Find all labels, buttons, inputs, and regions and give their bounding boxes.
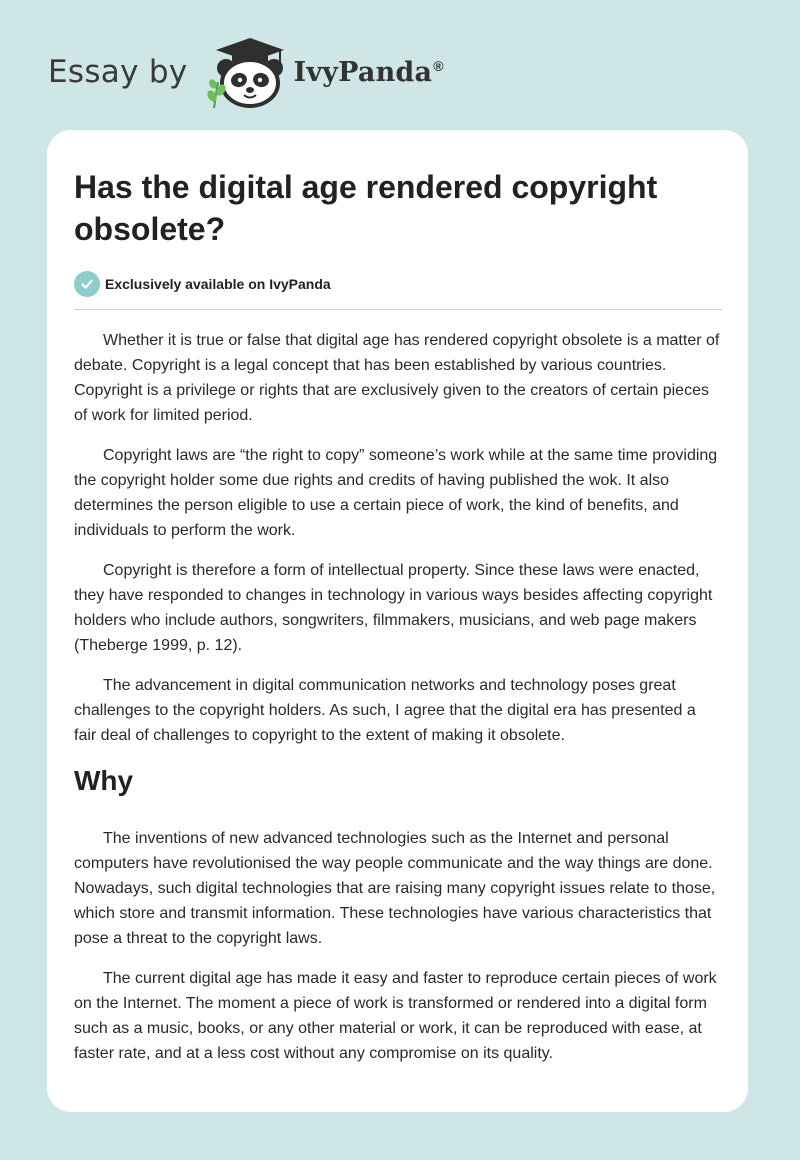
divider [74,309,722,310]
paragraph: Whether it is true or false that digital age has rendered copyright obsolete is a matter of debate. Copyright is a legal concept that has been established by various countries. Copyright is a privilege or rights that are exclusively given to the creators of certain pieces of work for limited period. [74,332,720,424]
paragraph: Copyright is therefore a form of intellectual property. Since these laws were enacted, they have responded to changes in technology in various ways besides affecting copyright holders who include authors, songwriters, filmmakers, musicians, and web page makers (Theberge 1999, p. 12). [74,562,713,654]
panda-logo-icon [204,34,296,110]
check-icon [74,271,100,297]
paragraph: The inventions of new advanced technologies such as the Internet and personal computers have revolutionised the way people communicate and the way things are done. Nowadays, such digital technologies that are raising many copyright issues relate to those, which store and transmit information. These technologies have various characteristics that pose a threat to the copyright laws. [74,830,716,947]
brand-name: IvyPanda® [293,56,444,88]
essay-card [47,130,748,1112]
paragraph: Copyright laws are “the right to copy” someone’s work while at the same time providing the copyright holder some due rights and credits of having published the wok. It also determines the person eligible to use a certain piece of work, the kind of benefits, and individuals to perform the work. [74,447,718,539]
exclusive-badge [74,270,722,298]
site-header-brand[interactable] [48,34,444,110]
brand-prefix: Essay by [48,54,188,90]
paragraph: The current digital age has made it easy and faster to reproduce certain pieces of work on the Internet. The moment a piece of work is transformed or rendered into a digital form such as a music, books, or any other material or work, it can be reproduced with ease, at faster rate, and at a less cost without any compromise on its quality. [74,970,717,1062]
section-heading-why: Why [74,765,134,796]
paragraph: The advancement in digital communication networks and technology poses great challenges to the copyright holders. As such, I agree that the digital era has presented a fair deal of challenges to copyright to the extent of making it obsolete. [74,677,696,744]
page-title: Has the digital age rendered copyright obsolete? [74,169,658,247]
exclusive-badge-label: Exclusively available on IvyPanda [105,276,331,292]
